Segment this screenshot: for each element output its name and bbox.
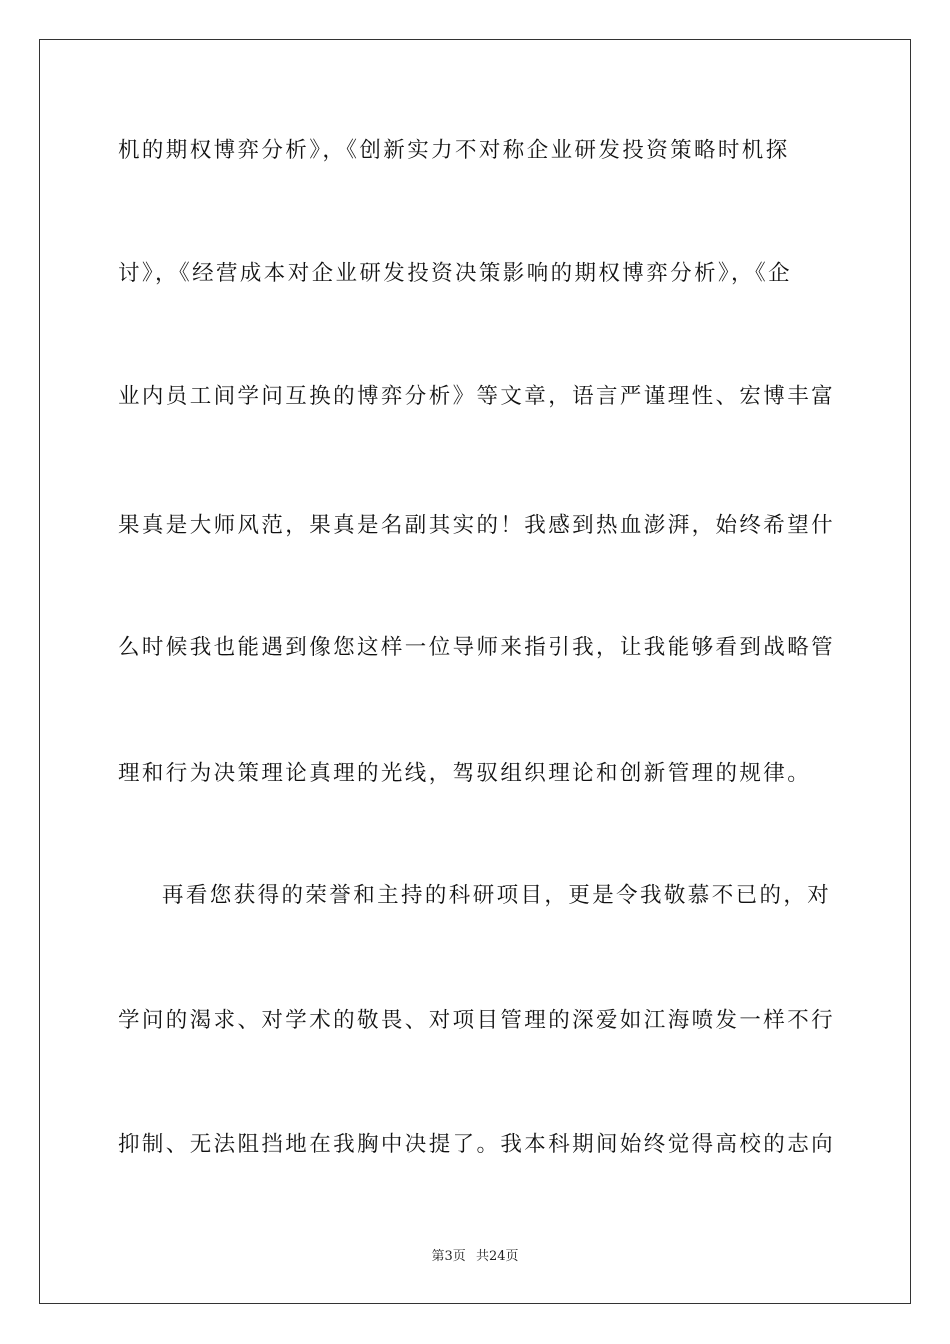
body-line: 抑制、无法阻挡地在我胸中决提了。我本科期间始终觉得高校的志向 bbox=[118, 1132, 836, 1157]
paragraph-start-line: 再看您获得的荣誉和主持的科研项目，更是令我敬慕不已的，对 bbox=[162, 883, 832, 908]
body-line: 理和行为决策理论真理的光线，驾驭组织理论和创新管理的规律。 bbox=[118, 761, 812, 786]
page-number: 第3页 bbox=[431, 1249, 466, 1264]
body-line: 业内员工间学问互换的博弈分析》等文章，语言严谨理性、宏博丰富 bbox=[118, 384, 836, 409]
body-line: 学问的渴求、对学术的敬畏、对项目管理的深爱如江海喷发一样不行 bbox=[118, 1008, 836, 1033]
page-footer bbox=[0, 1248, 950, 1266]
page-frame bbox=[39, 39, 911, 1304]
body-line: 讨》，《经营成本对企业研发投资决策影响的期权博弈分析》，《企 bbox=[118, 261, 793, 286]
page-total: 共24页 bbox=[475, 1249, 519, 1264]
body-line: 么时候我也能遇到像您这样一位导师来指引我，让我能够看到战略管 bbox=[118, 635, 836, 660]
body-line: 机的期权博弈分析》，《创新实力不对称企业研发投资策略时机探 bbox=[118, 138, 790, 163]
body-line: 果真是大师风范，果真是名副其实的！我感到热血澎湃，始终希望什 bbox=[118, 513, 836, 538]
